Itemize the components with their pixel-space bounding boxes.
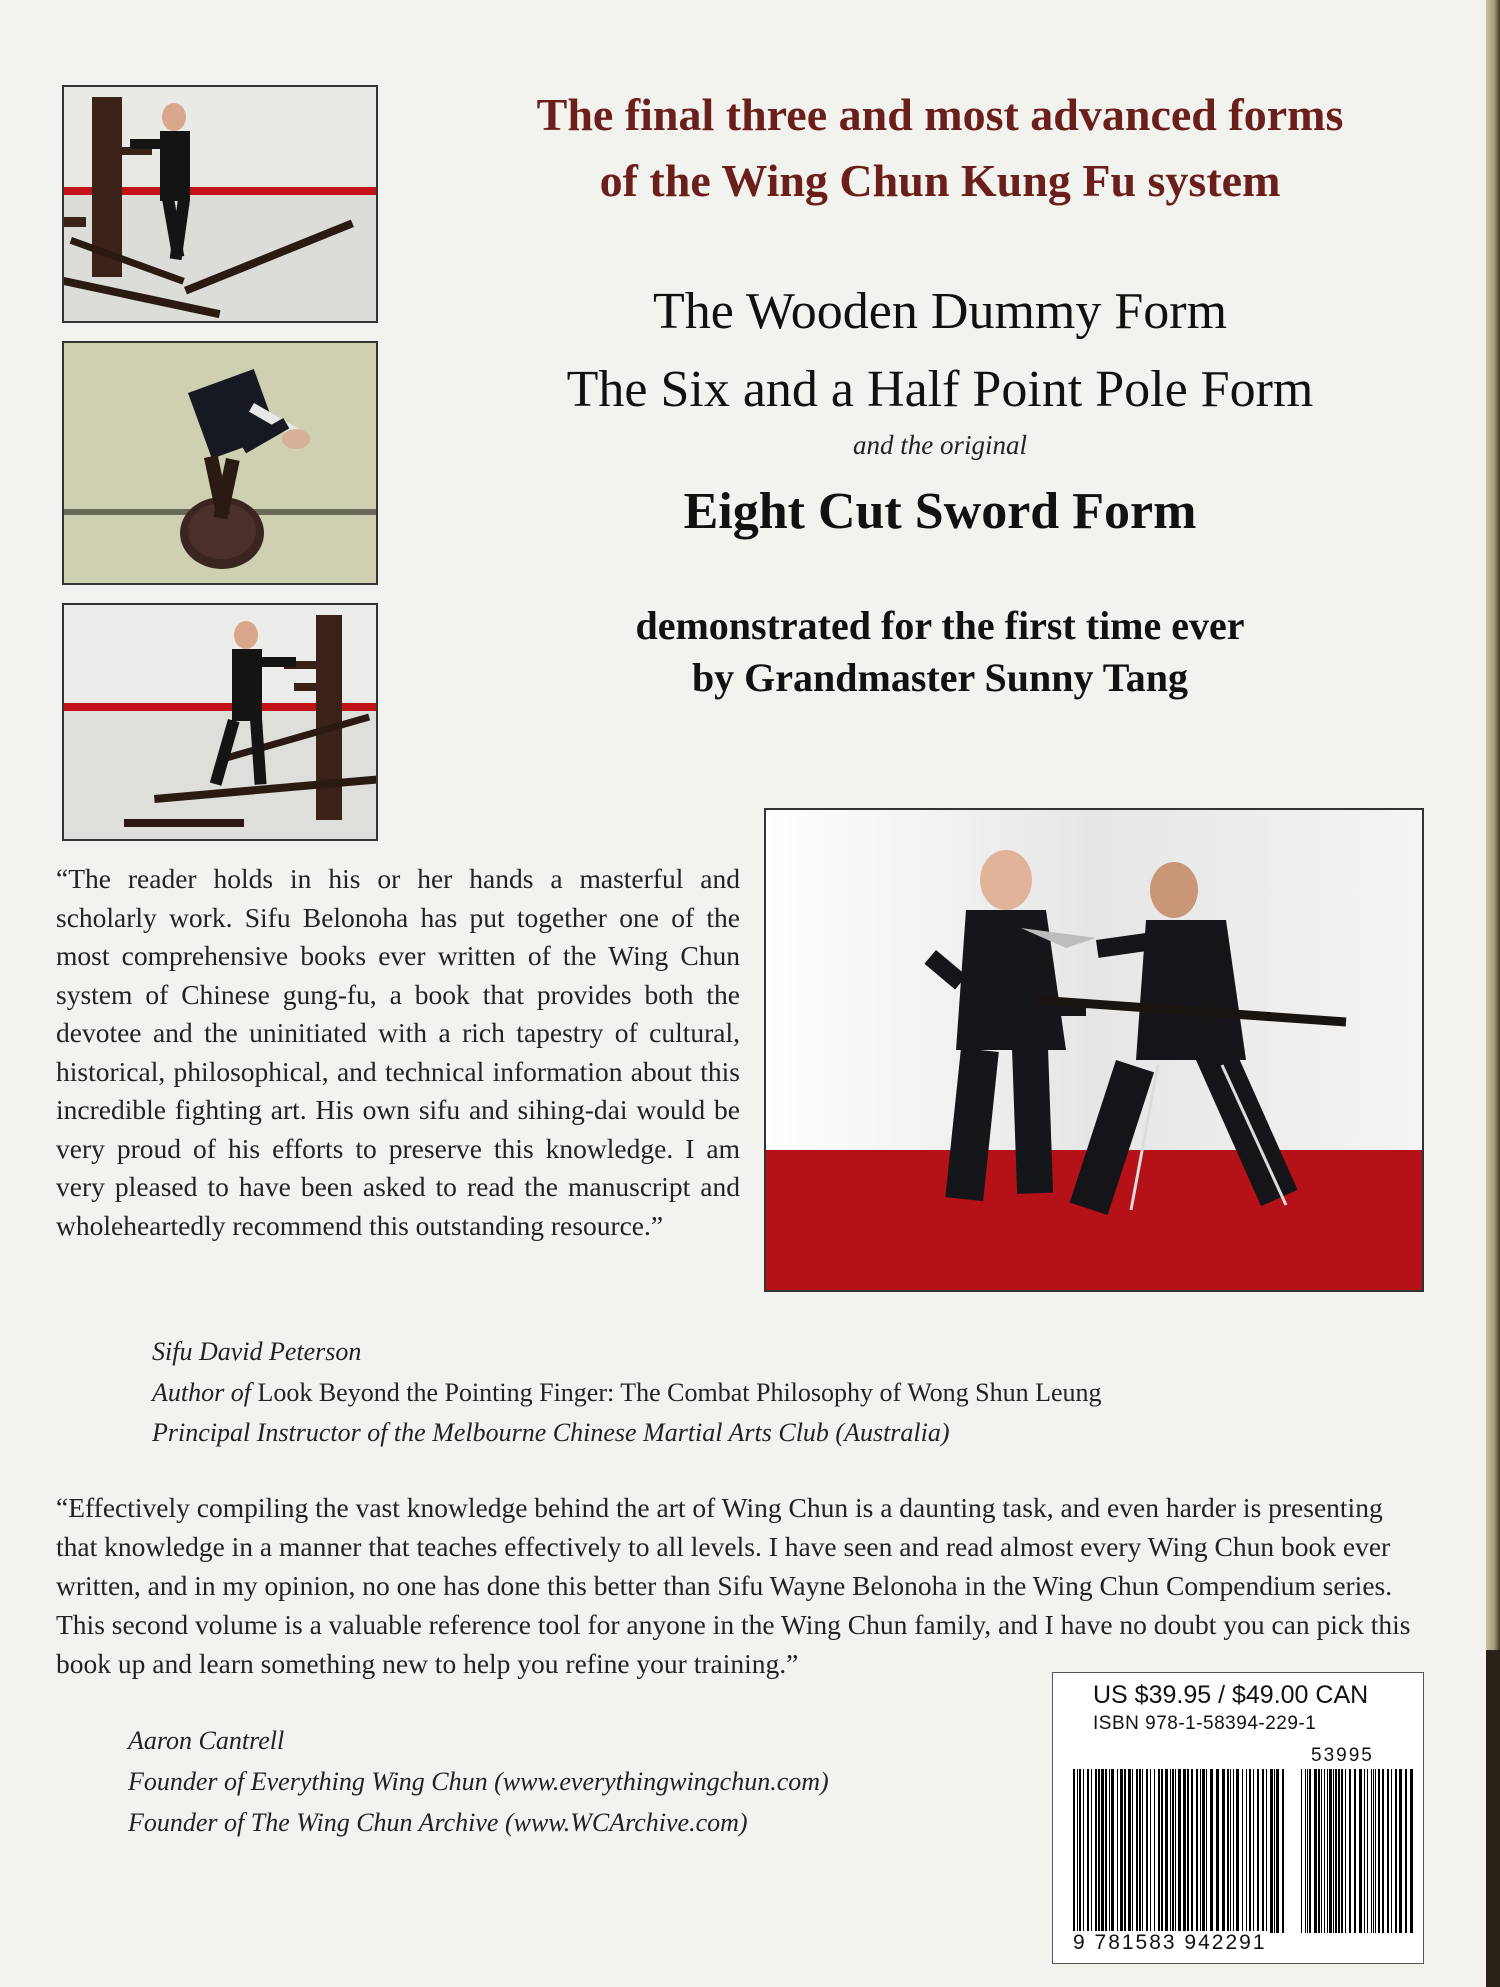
barcode-bar [1175,1769,1176,1933]
barcode-bar [1405,1769,1407,1933]
barcode-bar [1178,1769,1181,1933]
barcode-bar [1236,1769,1239,1933]
barcode-bar [1301,1769,1302,1933]
barcode-bar [1387,1769,1389,1933]
barcode-bar [1136,1769,1138,1933]
barcode-bar [1378,1769,1380,1933]
barcode-bar [1132,1769,1133,1933]
barcode-bar [1318,1769,1320,1933]
barcode-bar [1359,1769,1362,1933]
photo-wooden-dummy-3 [62,603,378,841]
barcode-bar [1395,1769,1397,1933]
barcode-bar [1165,1769,1168,1933]
barcode-bar [1187,1769,1189,1933]
demo-statement [440,600,1440,704]
barcode-bar [1142,1769,1143,1933]
barcode-bar [1158,1769,1160,1933]
demo-line-2: by Grandmaster Sunny Tang [691,655,1189,700]
barcode-panel [1052,1672,1424,1964]
barcode-bar [1364,1769,1365,1933]
barcode-bar [1309,1769,1311,1933]
barcode-bar [1314,1769,1317,1933]
barcode-bar [1391,1769,1392,1933]
headline [440,82,1440,214]
form-title-wooden-dummy: The Wooden Dummy Form [652,283,1228,340]
barcode-bar [1202,1769,1205,1933]
testimonial-1-role-1 [152,1378,1102,1408]
testimonial-2-role-2: Founder of The Wing Chun Archive (www.WCArchive.com) [128,1808,748,1837]
testimonial-2-text [56,1488,1426,1683]
barcode-bar [1124,1769,1126,1933]
barcode-bar [1410,1769,1413,1933]
barcode-bar [1399,1769,1402,1933]
barcode-bar [1139,1769,1141,1933]
barcode-bar [1246,1769,1247,1933]
barcode-bar [1183,1769,1186,1933]
barcode-bar [1077,1769,1078,1933]
barcode-bar [1161,1769,1163,1933]
testimonial-1-role-1-prefix: Author of [152,1378,251,1407]
barcode-bar [1242,1769,1243,1933]
price-code: 53995 [1311,1745,1374,1766]
barcode-bar [1083,1769,1084,1933]
barcode-bar [1276,1769,1279,1933]
barcode-bar [1150,1769,1151,1933]
barcode-digits: 9 781583 942291 [1073,1931,1267,1954]
photo-wooden-dummy-1 [62,85,378,323]
barcode-bar [1196,1769,1198,1933]
headline-line-1: The final three and most advanced forms [536,89,1344,140]
barcode-bar [1341,1769,1343,1933]
form-title-sword: Eight Cut Sword Form [683,483,1197,540]
barcode-bar [1109,1769,1110,1933]
barcode-bar [1373,1769,1374,1933]
barcode-bar [1324,1769,1325,1933]
barcode-bar [1354,1769,1356,1933]
book-spine-edge-shadow [1486,1650,1500,1987]
barcode-bar [1270,1769,1273,1933]
barcode-bar [1335,1769,1337,1933]
testimonial-1-author: Sifu David Peterson [152,1337,362,1366]
barcode-bar [1371,1769,1372,1933]
barcode-bar [1128,1769,1131,1933]
barcode-bar [1117,1769,1118,1933]
form-connector: and the original [853,430,1027,460]
barcode-bar [1349,1769,1351,1933]
barcode-bar [1253,1769,1254,1933]
barcode-bar [1191,1769,1193,1933]
barcode-bar [1333,1769,1334,1933]
barcode-bar [1257,1769,1259,1933]
barcode-bar [1095,1769,1097,1933]
barcode-bar [1172,1769,1174,1933]
barcode-bar [1105,1769,1107,1933]
barcode-bar [1338,1769,1340,1933]
isbn: ISBN 978-1-58394-229-1 [1093,1713,1317,1734]
barcode-bar [1230,1769,1231,1933]
barcode-bar [1216,1769,1219,1933]
barcode-bar [1227,1769,1229,1933]
barcode-bar [1307,1769,1308,1933]
price: US $39.95 / $49.00 CAN [1093,1681,1369,1709]
barcode-bar [1282,1769,1284,1933]
testimonial-2-body: “Effectively compiling the vast knowledge behind the art of Wing Chun is a daunting task, and even harder is presenting that knowledge in a manner that teaches effectively to all levels. I have seen and read almost every Wing Chun book ever written, and in my opinion, no one has done this better than Sifu Wayne Belonoha in the Wing Chun Compendium series. This second volume is a valuable reference tool for anyone in the Wing Chun family, and I have no doubt you can pick this book up and learn something new to help you refine your training.” [56,1492,1411,1679]
barcode-bar [1091,1769,1092,1933]
barcode-bar [1222,1769,1225,1933]
barcode-bar [1249,1769,1251,1933]
barcode-bar [1098,1769,1100,1933]
barcode-bar [1210,1769,1213,1933]
barcode-bar [1233,1769,1234,1933]
barcode-bar [1329,1769,1332,1933]
testimonial-2-role-1: Founder of Everything Wing Chun (www.everythingwingchun.com) [128,1767,829,1796]
barcode-bar [1274,1769,1275,1933]
barcode-bar [1345,1769,1346,1933]
demo-line-1: demonstrated for the first time ever [635,603,1245,648]
barcode-bar [1120,1769,1123,1933]
barcode-bar [1154,1769,1155,1933]
form-title-pole: The Six and a Half Point Pole Form [566,361,1314,418]
barcode-bar [1101,1769,1104,1933]
testimonial-2-author: Aaron Cantrell [128,1726,285,1755]
barcode-bar [1087,1769,1089,1933]
barcode-bar [1327,1769,1328,1933]
barcode-bars [1073,1769,1413,1933]
headline-line-2: of the Wing Chun Kung Fu system [599,155,1281,206]
barcode-bar [1321,1769,1322,1933]
barcode-bar [1111,1769,1114,1933]
barcode-bar [1262,1769,1264,1933]
barcode-bar [1305,1769,1306,1933]
testimonial-1-book-title: Look Beyond the Pointing Finger: The Combat Philosophy of Wong Shun Leung [257,1378,1102,1407]
barcode-bar [1375,1769,1376,1933]
barcode-bar [1206,1769,1207,1933]
photo-wooden-dummy-2 [62,341,378,585]
photo-pole-demonstration [764,808,1424,1292]
barcode-bar [1170,1769,1171,1933]
barcode-bar [1382,1769,1384,1933]
barcode-bar [1367,1769,1368,1933]
barcode-bar [1266,1769,1267,1933]
testimonial-1-text: “The reader holds in his or her hands a masterful and scholarly work. Sifu Belonoha has put together one of the most comprehensive books ever written of the Wing Chun system of Chinese gung-fu, a book that provides both the devotee and the uninitiated with a rich tapestry of cultural, historical, philosophical, and technical information about this incredible fighting art. His own sifu and sihing-dai would be very proud of his efforts to preserve this knowledge. I am very pleased to have been asked to read the manuscript and wholeheartedly recommend this outstanding resource.” [56,863,740,1241]
barcode-bar [1079,1769,1081,1933]
barcode-bar [1146,1769,1148,1933]
barcode-bar [1073,1769,1075,1933]
barcode-bar [1200,1769,1201,1933]
testimonial-1-role-2: Principal Instructor of the Melbourne Chinese Martial Arts Club (Australia) [152,1418,950,1447]
